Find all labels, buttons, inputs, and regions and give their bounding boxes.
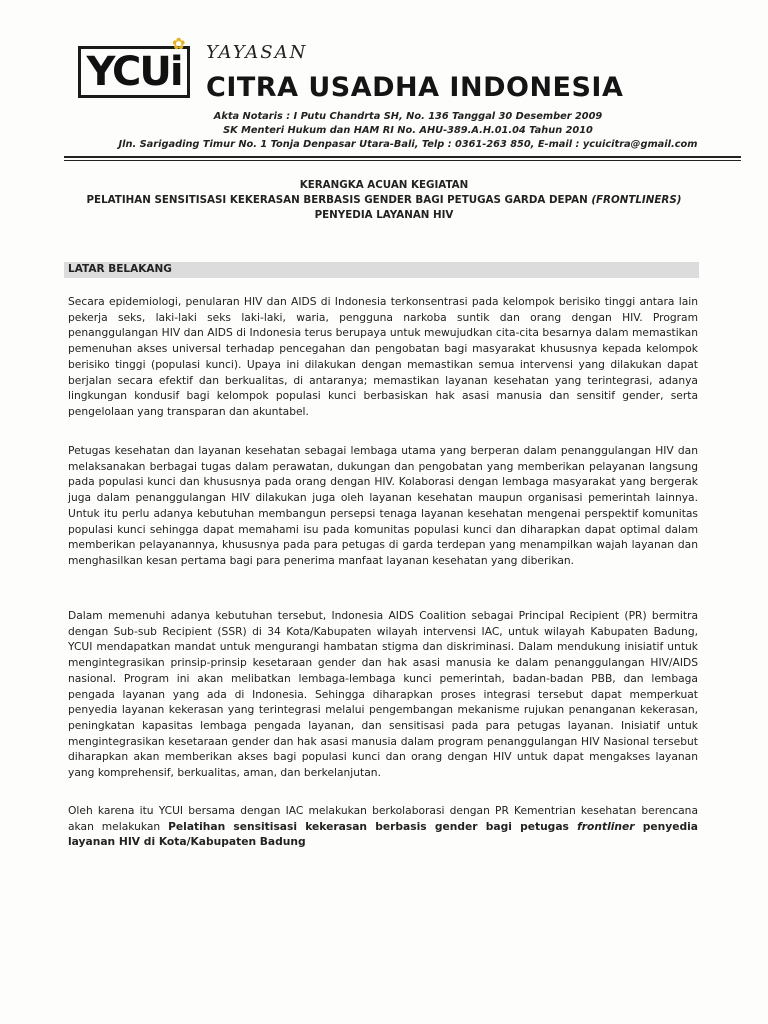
paragraph-4-text: Oleh karena itu YCUI bersama dengan IAC melakukan berkolaborasi dengan PR Kementrian kesehatan berencana akan melakukan	[68, 804, 698, 833]
decree-line: SK Menteri Hukum dan HAM RI No. AHU-389.A.H.01.04 Tahun 2010	[223, 125, 593, 136]
paragraph-4-bold-2: penyedia layanan HIV di Kota/Kabupaten Badung	[68, 819, 698, 849]
section-heading-bar	[64, 262, 699, 278]
legal-info	[78, 110, 738, 152]
paragraph-3: Dalam memenuhi adanya kebutuhan tersebut, Indonesia AIDS Coalition sebagai Principal Recipient (PR) bermitra dengan Sub-sub Recipient (SSR) di 34 Kota/Kabupaten wilayah intervensi IAC, untuk wilayah Kabupaten Badung, YCUI mendapatkan mandat untuk mengurangi hambatan stigma dan diskriminasi. Dalam mendukung inisiatif untuk mengintegrasikan prinsip-prinsip kesetaraan gender dan hak asasi manusia ke dalam penanggulangan HIV/AIDS nasional. Program ini akan melibatkan lembaga-lembaga kunci pemerintah, badan-badan PBB, dan lembaga pengada layanan yang ada di Indonesia. Sehingga diharapkan proses integrasi tersebut dapat memperkuat penyedia layanan kekerasan yang terintegrasi melalui pengembangan mekanisme rujukan penanganan kekerasan, peningkatan kapasitas lembaga pengada layanan, dan sensitisasi pada para petugas layanan. Inisiatif untuk mengintegrasikan kesetaraan gender dan hak asasi manusia dalam program penanggulangan HIV Nasional tersebut diharapkan akan memberikan akses bagi populasi kunci dan orang dengan HIV untuk dapat mengakses layanan yang komprehensif, berkualitas, aman, dan berkelanjutan.	[68, 609, 698, 780]
flower-icon: ✿	[172, 34, 186, 53]
paragraph-4-bold-1: Pelatihan sensitisasi kekerasan berbasis gender bagi petugas	[168, 819, 578, 833]
letterhead	[78, 36, 698, 156]
title-line-3: PENYEDIA LAYANAN HIV	[314, 209, 454, 221]
paragraph-1: Secara epidemiologi, penularan HIV dan AIDS di Indonesia terkonsentrasi pada kelompok berisiko tinggi antara lain pekerja seks, laki-laki seks laki-laki, waria, pengguna narkoba suntik dan orang dengan HIV. Program penanggulangan HIV dan AIDS di Indonesia terus berupaya untuk mewujudkan cita-cita besarnya dalam memastikan pemenuhan akses universal terhadap pencegahan dan pengobatan bagi masyarakat khususnya kepada kelompok berisiko tinggi (populasi kunci). Upaya ini dilakukan dengan memastikan semua intervensi yang dilakukan dapat berjalan secara efektif dan berkualitas, di antaranya; memastikan layanan kesehatan yang terintegrasi, adanya lingkungan kondusif bagi kelompok populasi kunci berbasiskan hak asasi manusia dan sensitif gender, serta pengelolaan yang transparan dan akuntabel.	[68, 295, 698, 418]
header-rule-thin	[64, 160, 741, 161]
paragraph-2: Petugas kesehatan dan layanan kesehatan sebagai lembaga utama yang berperan dalam penanggulangan HIV dan melaksanakan berbagai tugas dalam perawatan, dukungan dan pengobatan yang memberikan pelayanan langsung pada populasi kunci dan khususnya pada orang dengan HIV. Kolaborasi dengan lembaga masyarakat yang bergerak juga dalam penanggulangan HIV dilakukan juga oleh layanan kesehatan maupun organisasi pemerintah lainnya. Untuk itu perlu adanya kebutuhan membangun persepsi tenaga layanan kesehatan mengenai perspektif komunitas populasi kunci sehingga dapat memahami isu pada komunitas populasi kunci dan diharapkan dapat optimal dalam memberikan pelayanannya, khususnya pada para petugas di garda terdepan yang menampilkan wajah layanan dan menghasilkan kesan pertama bagi para penerima manfaat layanan kesehatan yang diberikan.	[68, 444, 698, 567]
ycui-logo: YCUi	[78, 46, 190, 98]
title-line-2-main: PELATIHAN SENSITISASI KEKERASAN BERBASIS GENDER BAGI PETUGAS GARDA DEPAN	[86, 194, 592, 206]
section-heading: LATAR BELAKANG	[68, 263, 172, 275]
title-line-2	[40, 193, 728, 208]
org-name: CITRA USADHA INDONESIA	[206, 72, 624, 103]
document-title	[40, 178, 728, 223]
paragraph-4-bold-italic: frontliner	[577, 819, 635, 833]
address-line: Jln. Sarigading Timur No. 1 Tonja Denpasar Utara-Bali, Telp : 0361-263 850, E-mail : ycuicitra@gmail.com	[118, 139, 698, 150]
foundation-label: YAYASAN	[206, 42, 308, 63]
paragraph-4	[68, 803, 698, 850]
header-rule-thick	[64, 156, 741, 158]
notary-line: Akta Notaris : I Putu Chandrta SH, No. 136 Tanggal 30 Desember 2009	[213, 111, 603, 122]
title-line-1: KERANGKA ACUAN KEGIATAN	[299, 179, 469, 191]
title-line-2-italic: (FRONTLINERS)	[591, 194, 682, 206]
